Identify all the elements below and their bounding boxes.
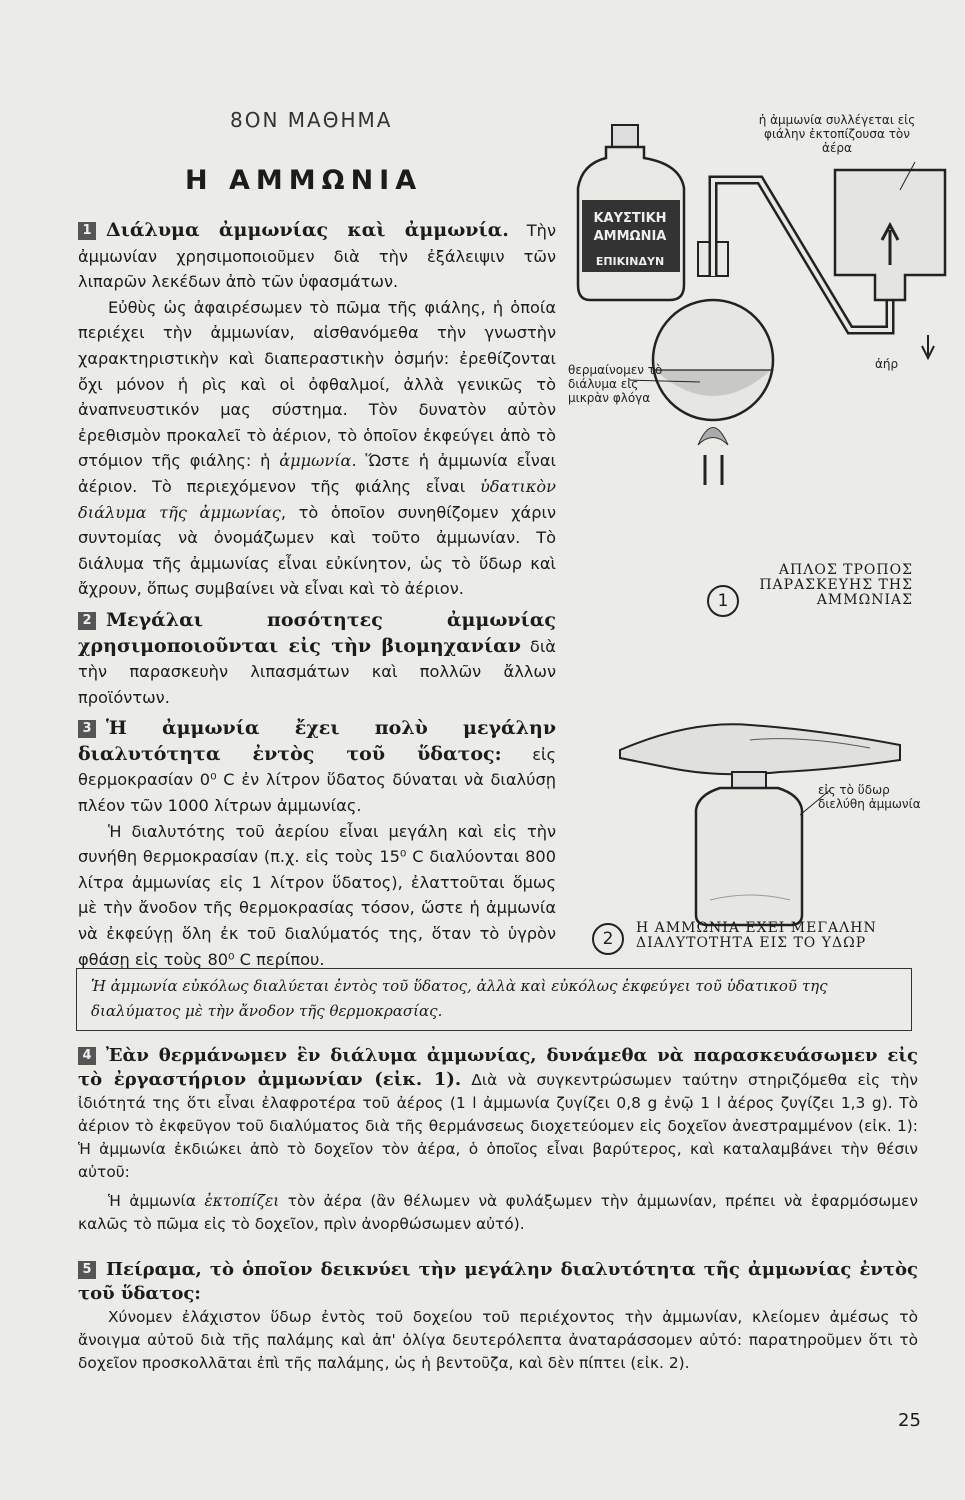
figure-1-caption: ΑΠΛΟΣ ΤΡΟΠΟΣ ΠΑΡΑΣΚΕΥΗΣ ΤΗΣ ΑΜΜΩΝΙΑΣ bbox=[759, 562, 913, 608]
label-heat: θερμαίνομεν τὸ διάλυμα εἰς μικρὰν φλόγα bbox=[568, 363, 663, 405]
section-2 bbox=[78, 608, 556, 710]
emphasis-text: ἐκτοπίζει bbox=[204, 1192, 280, 1210]
figure-2-illustration bbox=[600, 700, 920, 940]
section-number: 5 bbox=[78, 1261, 96, 1279]
section-heading: Μεγάλαι ποσότητες ἀμμωνίας χρησιμοποιοῦνται εἰς τὴν βιομηχανίαν bbox=[78, 608, 556, 657]
paragraph-text: Εὐθὺς ὡς ἀφαιρέσωμεν τὸ πῶμα τῆς φιάλης, ἡ ὁποία περιέχει τὴν ἀμμωνίαν, αἰσθανόμεθα τὴν γνωστὴν χαρακτηριστικὴν καὶ διαπεραστικὴν ὀσμήν: ἐρεθίζονται ὄχι μόνον ἡ ρὶς καὶ οἱ ὀφθαλμοί, ἀλλὰ γενικῶς τὸ ἀναπνευστικόν μας σύστημα. Τὸν δυνατὸν αὐτὸν ἐρεθισμὸν προκαλεῖ τὸ ἀέριον, τὸ ὁποῖον ἐκφεύγει ἀπὸ τὸ στόμιον τῆς φιάλης: ἡ bbox=[78, 297, 556, 471]
section-number: 1 bbox=[78, 222, 96, 240]
inverted-bottle-neck bbox=[732, 772, 766, 788]
section-1 bbox=[78, 218, 556, 295]
bottle-label: ΑΜΜΩΝΙΑ bbox=[593, 229, 667, 244]
label-air: ἀήρ bbox=[875, 357, 899, 371]
section-number: 4 bbox=[78, 1047, 96, 1065]
bottle-label: ΚΑΥΣΤΙΚΗ bbox=[593, 211, 667, 226]
section-number: 2 bbox=[78, 612, 96, 630]
section-number: 3 bbox=[78, 720, 96, 738]
page-number: 25 bbox=[898, 1410, 921, 1431]
paragraph: Χύνομεν ἐλάχιστον ὕδωρ ἐντὸς τοῦ δοχείου τοῦ περιέχοντος τὴν ἀμμωνίαν, κλείομεν ἀμέσως τὸ ἄνοιγμα αὐτοῦ διὰ τῆς παλάμης καὶ ἀπ' ὀλίγα δευτερόλεπτα ἀναταράσσομεν αὐτό: παρατηροῦμεν ὅτι τὸ δοχεῖον προσκολλᾶται ἐπὶ τῆς παλάμης, ὡς ἡ βεντοῦζα, καὶ δὲν πίπτει (εἰκ. 2). bbox=[78, 1308, 918, 1372]
paragraph-text: Τὴν ἀμμωνίαν χρησιμοποιοῦμεν διὰ τὴν ἐξάλειψιν τῶν λιπαρῶν λεκέδων ἀπὸ τῶν ὑφασμάτων. bbox=[78, 221, 556, 292]
section-5 bbox=[78, 1258, 918, 1375]
paragraph-text: εἰς θερμοκρασίαν 0⁰ C ἐν λίτρον ὕδατος δύναται νὰ διαλύσῃ πλέον τῶν 1000 λίτρων ἀμμωνίας. bbox=[78, 744, 557, 816]
section-3 bbox=[78, 716, 556, 818]
paragraph-text: . Ὥστε ἡ ἀμμωνία εἶναι ἀέριον. Τὸ περιεχόμενον τῆς φιάλης εἶναι bbox=[78, 451, 556, 496]
left-column bbox=[78, 218, 556, 972]
paragraph bbox=[78, 295, 556, 602]
ammonia-bottle bbox=[578, 125, 684, 300]
inverted-bottle bbox=[696, 788, 802, 925]
section-heading: Διάλυμα ἀμμωνίας καὶ ἀμμωνία. bbox=[106, 219, 509, 241]
flame bbox=[698, 428, 728, 446]
bottle-label: ΕΠΙΚΙΝΔΥΝ bbox=[595, 255, 665, 268]
hand bbox=[620, 724, 900, 774]
summary-box: Ἡ ἀμμωνία εὐκόλως διαλύεται ἐντὸς τοῦ ὕδατος, ἀλλὰ καὶ εὐκόλως ἐκφεύγει τοῦ ὑδατικοῦ της διαλύματος μὲ τὴν ἄνοδον τῆς θερμοκρασίας. bbox=[76, 968, 912, 1031]
paragraph bbox=[78, 1190, 918, 1236]
paragraph-text: τὸν ἀέρα (ἂν θέλωμεν νὰ φυλάξωμεν τὴν ἀμμωνίαν, πρέπει νὰ ἐφαρμόσωμεν καλῶς τὸ πῶμα εἰς τὸ δοχεῖον, πρὶν ἀνορθώσωμεν αὐτό). bbox=[78, 1192, 918, 1233]
figure-2-caption: Η ΑΜΜΩΝΙΑ ΕΧΕΙ ΜΕΓΑΛΗΝ ΔΙΑΛΥΤΟΤΗΤΑ ΕΙΣ ΤΟ ΥΔΩΡ bbox=[636, 920, 877, 951]
section-heading: Ἐὰν θερμάνωμεν ἓν διάλυμα ἀμμωνίας, δυνάμεθα νὰ παρασκευάσωμεν εἰς τὸ ἐργαστήριον ἀμμωνίαν (εἰκ. 1). bbox=[78, 1045, 918, 1090]
paragraph-text: διὰ τὴν παρασκευὴν λιπασμάτων καὶ πολλῶν ἄλλων προϊόντων. bbox=[78, 636, 556, 707]
label-collect: ἡ ἀμμωνία συλλέγεται εἰς φιάλην ἐκτοπίζουσα τὸν ἀέρα bbox=[758, 113, 916, 155]
section-4 bbox=[78, 1044, 918, 1236]
emphasis-text: ὑδατικὸν διάλυμα τῆς ἀμμωνίας bbox=[78, 476, 556, 522]
paragraph-text: Ἡ ἀμμωνία bbox=[108, 1192, 205, 1210]
paragraph-text: Διὰ νὰ συγκεντρώσωμεν ταύτην στηριζόμεθα εἰς τὴν ἰδιότητά της ὅτι εἶναι ἐλαφροτέρα τοῦ ἀέρος (1 l ἀμμωνία ζυγίζει 0,8 g ἐνῷ 1 l ἀέρος ζυγίζει 1,3 g). Τὸ ἀέριον τὸ ἐκφεῦγον τοῦ διαλύματος διὰ τῆς θερμάνσεως διοχετεύομεν εἰς δοχεῖον ἀνεστραμμένον (εἰκ. 1): Ἡ ἀμμωνία ἐκδιώκει ἀπὸ τὸ δοχεῖον τὸν ἀέρα, ὁ ὁποῖος εἶναι βαρύτερος, καὶ καταλαμβάνει τὴν θέσιν αὐτοῦ: bbox=[78, 1071, 918, 1181]
paragraph: Ἡ διαλυτότης τοῦ ἀερίου εἶναι μεγάλη καὶ εἰς τὴν συνήθη θερμοκρασίαν (π.χ. εἰς τοὺς 15⁰ C διαλύονται 800 λίτρα ἀμμωνίας εἰς 1 λίτρον ὕδατος), ἐλαττοῦται ὅμως μὲ τὴν ἄνοδον τῆς θερμοκρασίας τόσον, ὥστε ἡ ἀμμωνία νὰ ἐκφεύγῃ ὅλη ἐκ τοῦ διαλύματός της, ὅταν τὸ ὑγρὸν φθάσῃ εἰς τοὺς 80⁰ C περίπου. bbox=[78, 821, 556, 969]
page-title: Η ΑΜΜΩΝΙΑ bbox=[185, 165, 423, 196]
figure-1-number: 1 bbox=[707, 585, 739, 617]
figure-2-number: 2 bbox=[592, 923, 624, 955]
figure-1-apparatus bbox=[560, 100, 960, 500]
lesson-heading: 8ΟΝ ΜΑΘΗΜΑ bbox=[230, 108, 393, 132]
section-heading: Πείραμα, τὸ ὁποῖον δεικνύει τὴν μεγάλην διαλυτότητα τῆς ἀμμωνίας ἐντὸς τοῦ ὕδατος: bbox=[78, 1259, 918, 1304]
section-heading: Ἡ ἀμμωνία ἔχει πολὺ μεγάλην διαλυτότητα ἐντὸς τοῦ ὕδατος: bbox=[78, 717, 556, 765]
label-dissolved: εἰς τὸ ὕδωρ διελύθη ἀμμωνία bbox=[818, 783, 921, 811]
emphasis-text: ἀμμωνία bbox=[279, 451, 352, 471]
paragraph-text: , τὸ ὁποῖον συνηθίζομεν χάριν συντομίας νὰ ὀνομάζωμεν καὶ τοῦτο ἀμμωνίαν. Τὸ διάλυμα τῆς ἀμμωνίας εἶναι εὐκίνητον, ὡς τὸ ὕδωρ καὶ ἄχρουν, ὅπως συμβαίνει νὰ εἶναι καὶ τὸ ἀέριον. bbox=[78, 502, 556, 599]
